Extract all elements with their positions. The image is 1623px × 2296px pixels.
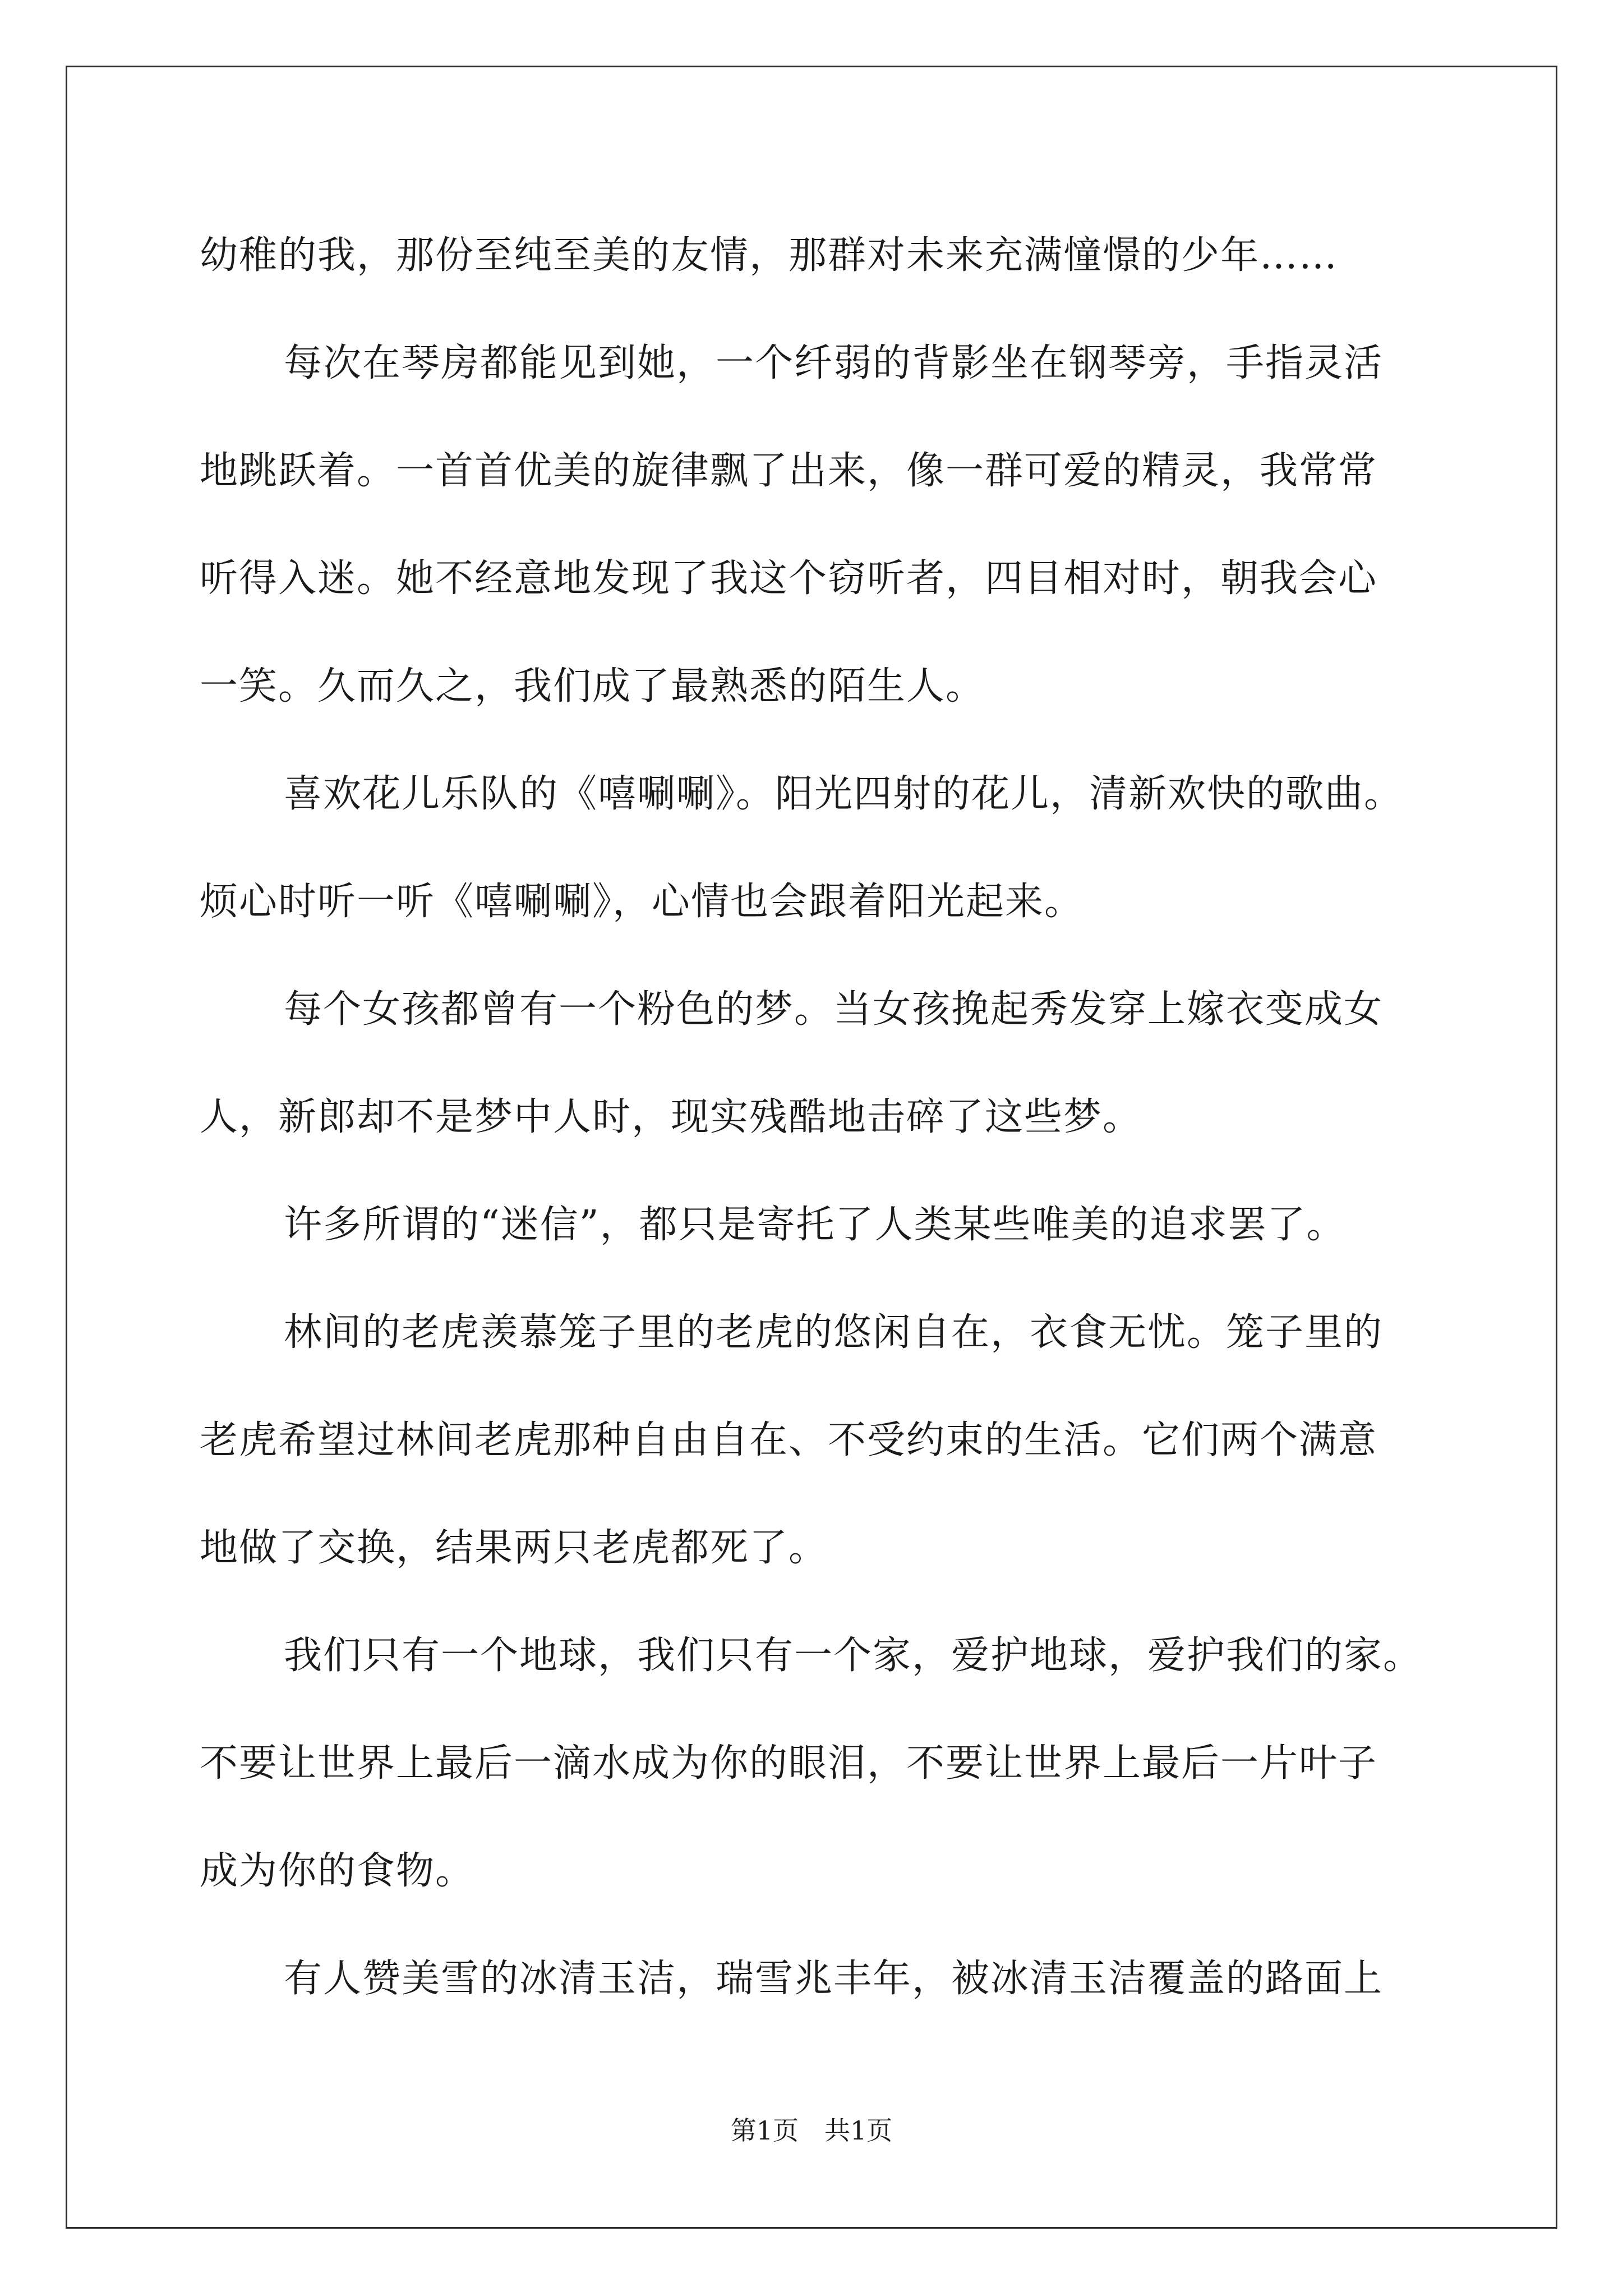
text-line: 地做了交换，结果两只老虎都死了。: [200, 1526, 828, 1570]
text-line: 一笑。久而久之，我们成了最熟悉的陌生人。: [200, 664, 985, 708]
text-line: 喜欢花儿乐队的《嘻唰唰》。阳光四射的花儿，清新欢快的歌曲。: [284, 772, 1404, 816]
text-line: 人，新郎却不是梦中人时，现实残酷地击碎了这些梦。: [200, 1095, 1142, 1139]
text-line: 地跳跃着。一首首优美的旋律飘了出来，像一群可爱的精灵，我常常: [200, 449, 1378, 493]
document-body: [200, 202, 1433, 2033]
text-line: 幼稚的我，那份至纯至美的友情，那群对未来充满憧憬的少年……: [200, 233, 1339, 278]
text-line: 有人赞美雪的冰清玉洁，瑞雪兆丰年，被冰清玉洁覆盖的路面上: [284, 1957, 1384, 2001]
text-line: 不要让世界上最后一滴水成为你的眼泪，不要让世界上最后一片叶子: [200, 1741, 1378, 1786]
text-line: 成为你的食物。: [200, 1849, 475, 1893]
text-line: 林间的老虎羡慕笼子里的老虎的悠闲自在，衣食无忧。笼子里的: [284, 1310, 1384, 1355]
text-line: 老虎希望过林间老虎那种自由自在、不受约束的生活。它们两个满意: [200, 1418, 1378, 1462]
text-line: 许多所谓的“迷信”，都只是寄托了人类某些唯美的追求罢了。: [284, 1203, 1346, 1247]
text-line: 烦心时听一听《嘻唰唰》，心情也会跟着阳光起来。: [200, 880, 1084, 924]
text-line: 我们只有一个地球，我们只有一个家，爱护地球，爱护我们的家。: [284, 1634, 1423, 1678]
page-number-footer: 第1页 共1页: [730, 2115, 893, 2146]
text-line: 每个女孩都曾有一个粉色的梦。当女孩挽起秀发穿上嫁衣变成女: [284, 987, 1384, 1032]
text-line: 每次在琴房都能见到她，一个纤弱的背影坐在钢琴旁，手指灵活: [284, 341, 1384, 385]
text-line: 听得入迷。她不经意地发现了我这个窃听者，四目相对时，朝我会心: [200, 556, 1378, 601]
